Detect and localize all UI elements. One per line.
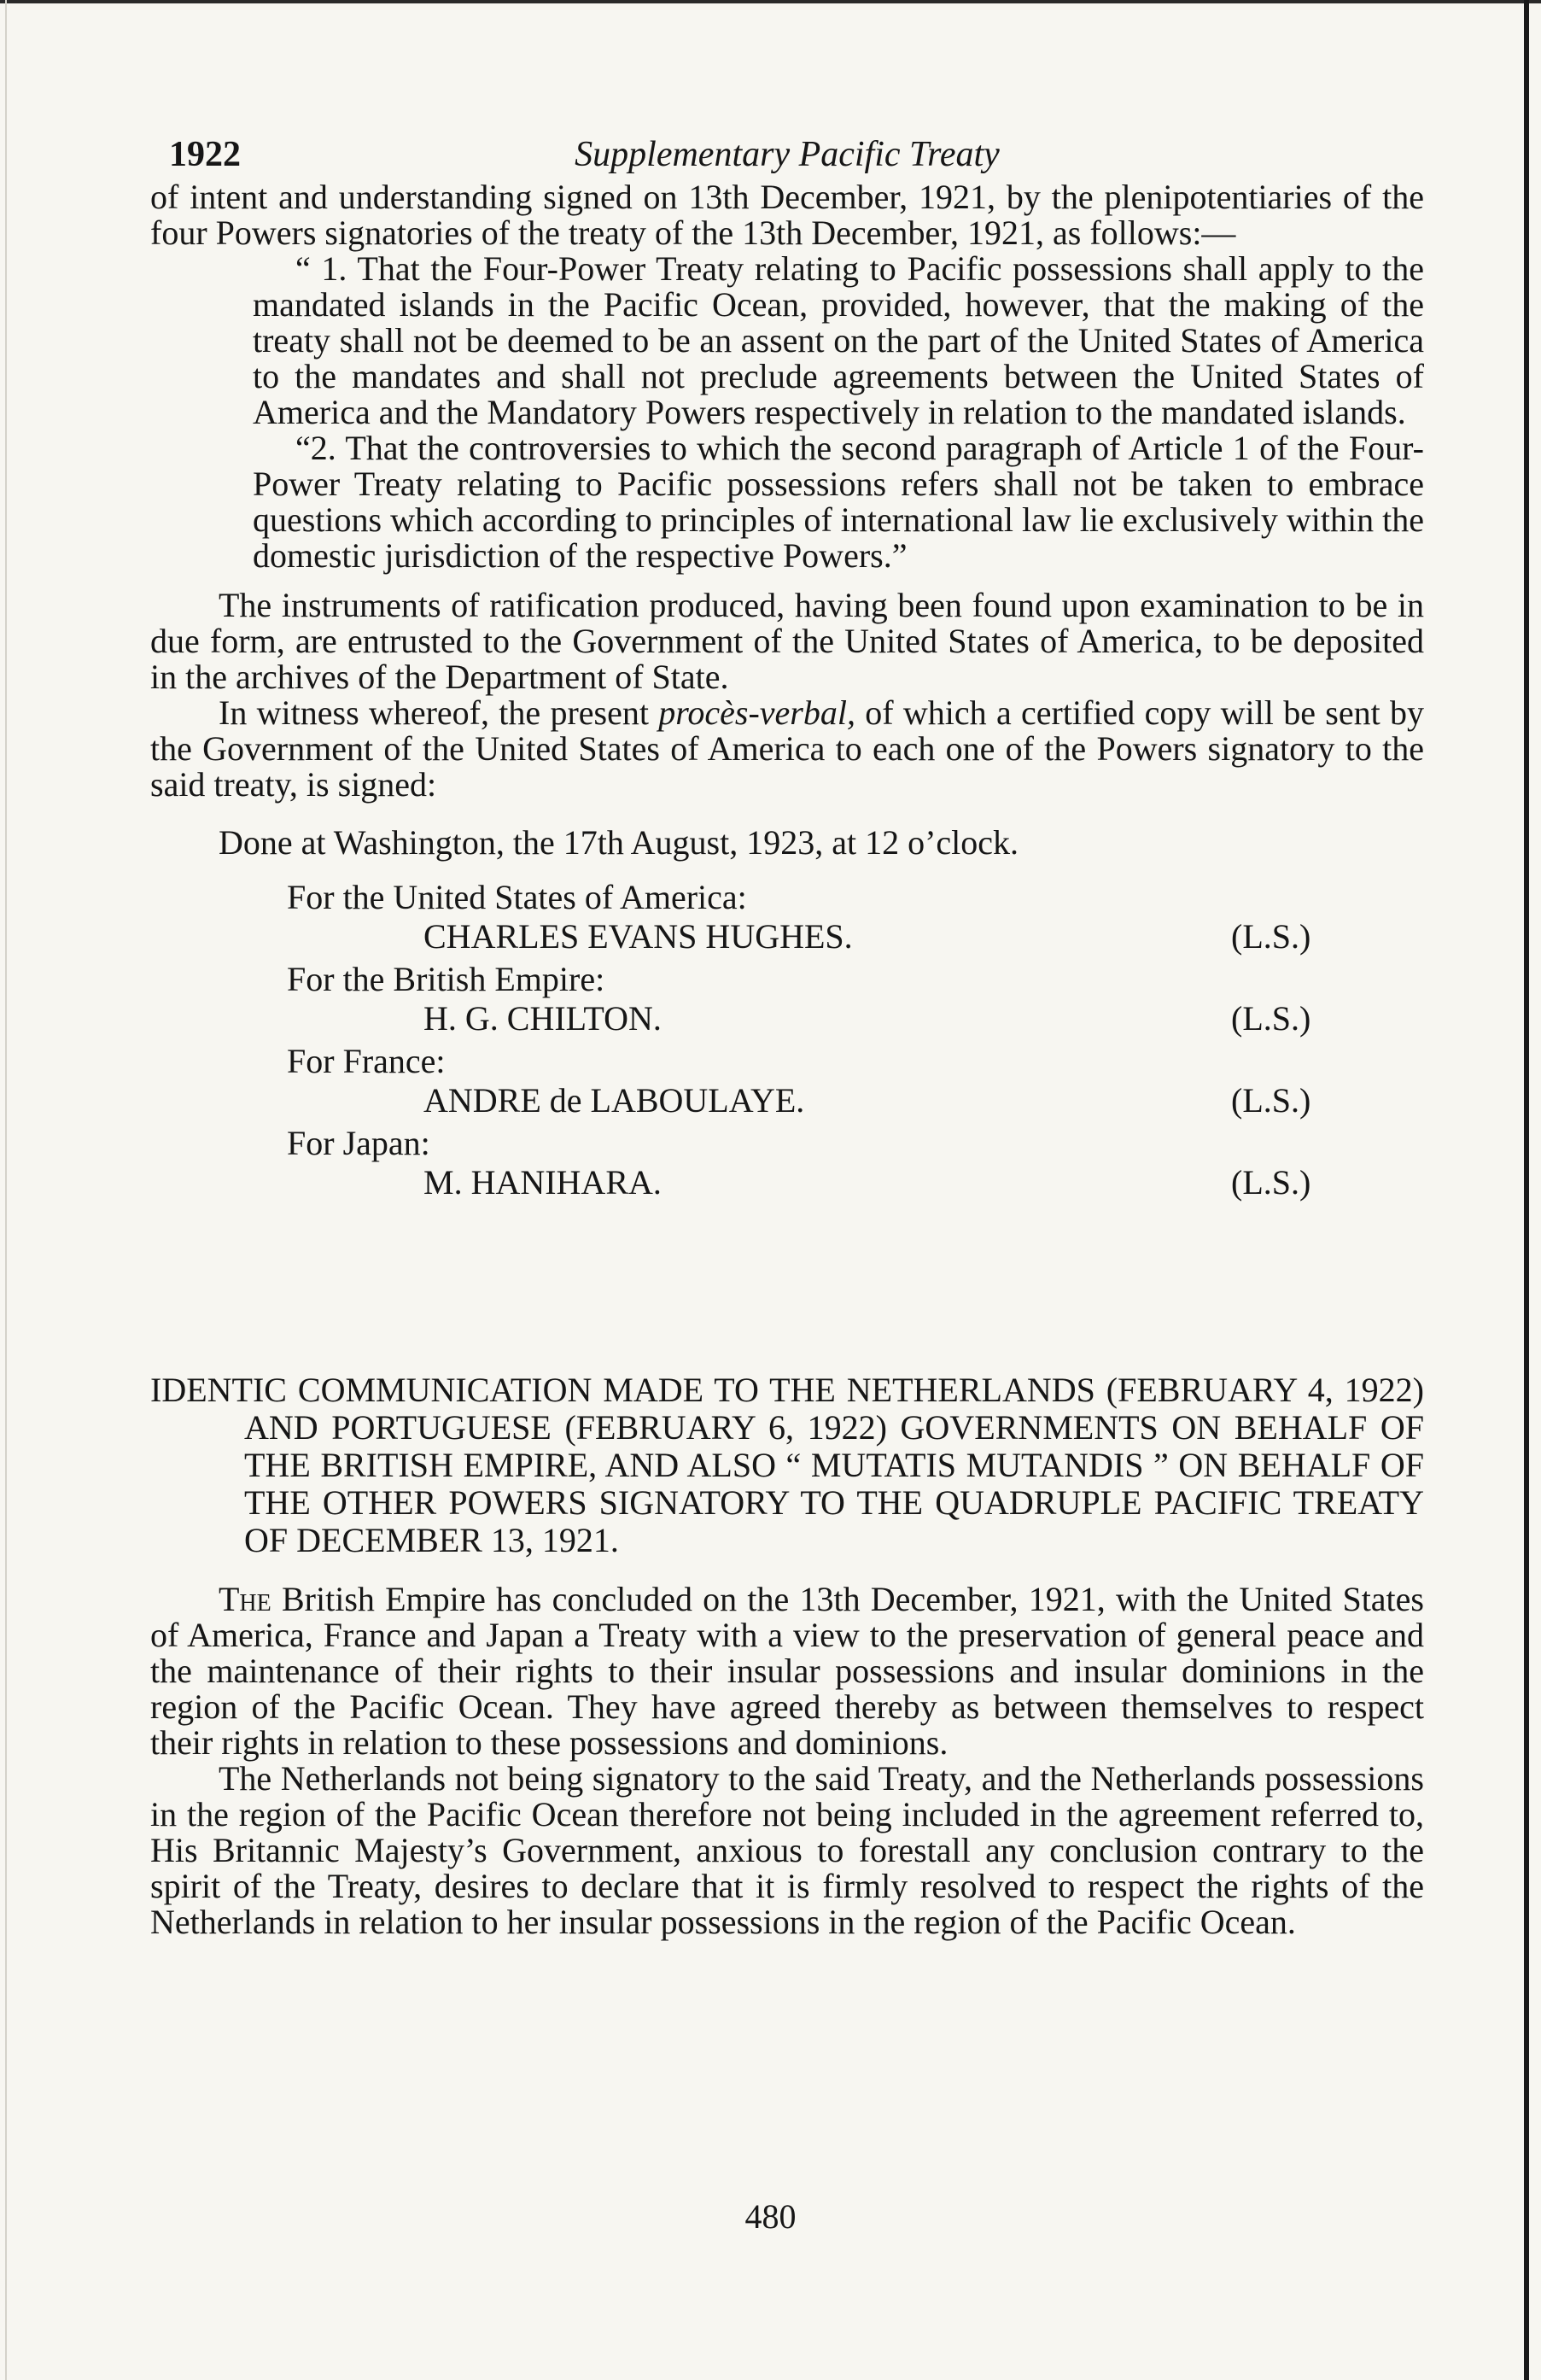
witness-text-after: of which a certified copy will be sent by the Government of the United States of America to each one of the Powers signatory to the said treaty, is signed:: [150, 693, 1424, 804]
signatory-block: [287, 878, 1328, 960]
signatory-name: ANDRE de LABOULAYE.: [423, 1081, 805, 1120]
signatory-seal: (L.S.): [1231, 917, 1311, 956]
scan-edge-top: [0, 0, 1541, 3]
signatory-country: For Japan:: [287, 1124, 430, 1162]
header-year: 1922: [169, 135, 241, 174]
document-page: [150, 128, 1424, 1940]
signatory-block: [287, 1042, 1328, 1124]
signatory-country: For the British Empire:: [287, 960, 605, 998]
quote-item-1: “ 1. That the Four-Power Treaty relating to Pacific possessions shall apply to the mandated islands in the Pacific Ocean, provided, however, that the making of the treaty shall not be deemed to be an assent on the part of the United States of America to the mandates and shall not preclude agreements between the United States of America and the Mandatory Powers respectively in relation to the mandated islands.: [253, 249, 1424, 431]
section-lead-word: The: [219, 1580, 271, 1618]
intro-paragraph: of intent and understanding signed on 13th December, 1921, by the plenipotentiaries of the four Powers signatories of the treaty of the 13th December, 1921, as follows:—: [150, 178, 1424, 252]
done-at-line: Done at Washington, the 17th August, 1923, at 12 o’clock.: [219, 823, 1019, 862]
signatory-row: [287, 917, 1328, 960]
ratification-paragraph: The instruments of ratification produced, having been found upon examination to be in due form, are entrusted to the Government of the United States of America, to be deposited in the archives of the Department of State.: [150, 586, 1424, 696]
signatory-row: [287, 1081, 1328, 1124]
witness-term: procès-verbal,: [658, 693, 855, 732]
signatory-block: [287, 1124, 1328, 1206]
signatory-country: For France:: [287, 1042, 446, 1080]
page-number: 480: [744, 2197, 797, 2236]
signatory-name: M. HANIHARA.: [423, 1163, 662, 1202]
signatory-name: CHARLES EVANS HUGHES.: [423, 917, 853, 956]
signatories-list: [287, 878, 1328, 1206]
witness-paragraph: [150, 695, 1424, 803]
signatory-block: [287, 960, 1328, 1042]
witness-text-before: In witness whereof, the present: [219, 693, 659, 732]
section-paragraph-2: The Netherlands not being signatory to the said Treaty, and the Netherlands possessions in the region of the Pacific Ocean therefore not being included in the agreement referred to, His Britannic Majesty’s Government, anxious to forestall any conclusion contrary to the spirit of the Treaty, desires to declare that it is firmly resolved to respect the rights of the Netherlands in relation to her insular possessions in the region of the Pacific Ocean.: [150, 1759, 1424, 1941]
section-body: [150, 1582, 1424, 1940]
quoted-understanding: [253, 251, 1424, 574]
quote-item-2: “2. That the controversies to which the second paragraph of Article 1 of the Four-Power Treaty relating to Pacific possessions refers shall not be taken to embrace questions which according to principles of international law lie exclusively within the domestic jurisdiction of the respective Powers.”: [253, 429, 1424, 575]
signatory-country: For the United States of America:: [287, 878, 747, 916]
section-paragraph-1: [150, 1582, 1424, 1761]
signatory-seal: (L.S.): [1231, 1163, 1311, 1202]
header-title: Supplementary Pacific Treaty: [575, 135, 1000, 174]
section-heading: IDENTIC COMMUNICATION MADE TO THE NETHERLANDS (FEBRUARY 4, 1922) AND PORTUGUESE (FEBRUARY 6, 1922) GOVERNMENTS ON BEHALF OF THE BRITISH EMPIRE, AND ALSO “ MUTATIS MUTANDIS ” ON BEHALF OF THE OTHER POWERS SIGNATORY TO THE QUADRUPLE PACIFIC TREATY OF DECEMBER 13, 1921.: [150, 1371, 1424, 1559]
scan-edge-left: [5, 0, 7, 2380]
signatory-seal: (L.S.): [1231, 1081, 1311, 1120]
signatory-row: [287, 999, 1328, 1042]
signatory-row: [287, 1163, 1328, 1206]
scan-edge-right: [1524, 0, 1529, 2380]
signatory-seal: (L.S.): [1231, 999, 1311, 1038]
signatory-name: H. G. CHILTON.: [423, 999, 662, 1038]
running-head: [150, 128, 1424, 179]
section-paragraph-1-text: British Empire has concluded on the 13th December, 1921, with the United States of America, France and Japan a Treaty with a view to the preservation of general peace and the maintenance of their rights to their insular possessions and insular dominions in the region of the Pacific Ocean. They have agreed thereby as between themselves to respect their rights in relation to these possessions and dominions.: [150, 1580, 1424, 1762]
